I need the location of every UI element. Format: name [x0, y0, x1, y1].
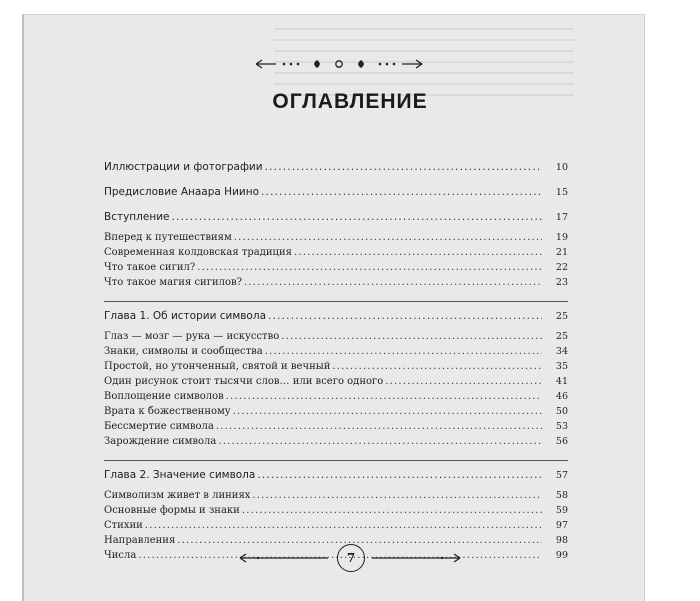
- dot-leader: [218, 434, 542, 449]
- toc-subentry[interactable]: [104, 275, 568, 290]
- toc-page-number: 53: [555, 421, 568, 432]
- toc-subentry[interactable]: [104, 518, 568, 533]
- dot-leader: [197, 260, 542, 275]
- toc-page-number: 25: [555, 331, 568, 342]
- toc-subentry[interactable]: [104, 389, 568, 404]
- toc-entry-label: Один рисунок стоит тысячи слов… или всего одного: [104, 376, 384, 387]
- dot-leader: [265, 344, 542, 359]
- toc-page-number: 25: [555, 311, 568, 322]
- toc-entry-label: Простой, но утонченный, святой и вечный: [104, 361, 331, 372]
- toc-subentry[interactable]: [104, 344, 568, 359]
- toc-entry-label: Иллюстрации и фотографии: [104, 161, 263, 173]
- dot-leader: [172, 210, 543, 225]
- toc-page-number: 58: [555, 490, 568, 501]
- toc-entry-label: Воплощение символов: [104, 391, 224, 402]
- dot-leader: [244, 275, 542, 290]
- dot-leader: [265, 160, 542, 175]
- page-footer: [238, 544, 462, 572]
- toc-subentry[interactable]: [104, 359, 568, 374]
- dot-leader: [257, 468, 542, 483]
- dot-leader: [242, 503, 542, 518]
- toc-entry-label: Числа: [104, 550, 137, 561]
- toc-page-number: 10: [555, 162, 568, 173]
- toc-subentry[interactable]: [104, 404, 568, 419]
- toc-page-number: 56: [555, 436, 568, 447]
- toc-section: [104, 160, 568, 175]
- toc-page-number: 59: [555, 505, 568, 516]
- toc-subentry[interactable]: [104, 260, 568, 275]
- toc-entry-label: Современная колдовская традиция: [104, 247, 292, 258]
- toc-page-number: 57: [555, 470, 568, 481]
- section-divider: [104, 460, 568, 461]
- toc-entry-label: Бессмертие символа: [104, 421, 214, 432]
- toc-entry-label: Врата к божественному: [104, 406, 231, 417]
- dot-leader: [145, 518, 542, 533]
- toc-section: [104, 309, 568, 449]
- toc-page-number: 97: [555, 520, 568, 531]
- toc-entry[interactable]: [104, 309, 568, 324]
- toc-entry-label: Направления: [104, 535, 176, 546]
- section-divider: [104, 301, 568, 302]
- toc-page-number: 22: [555, 262, 568, 273]
- toc-entry-label: Символизм живет в линиях: [104, 490, 251, 501]
- toc-subentry[interactable]: [104, 374, 568, 389]
- toc-page-number: 35: [555, 361, 568, 372]
- toc-subentry[interactable]: [104, 419, 568, 434]
- dot-leader: [234, 230, 542, 245]
- dot-leader: [252, 488, 542, 503]
- toc-entry[interactable]: [104, 210, 568, 225]
- toc-page-number: 15: [555, 187, 568, 198]
- dot-leader: [233, 404, 542, 419]
- toc-entry-label: Что такое магия сигилов?: [104, 277, 242, 288]
- page-title: ОГЛАВЛЕНИЕ: [272, 90, 428, 113]
- toc-subentry[interactable]: [104, 329, 568, 344]
- toc-page-number: 21: [555, 247, 568, 258]
- dot-leader: [226, 389, 542, 404]
- toc-entry-label: Вступление: [104, 211, 170, 223]
- toc-subentry[interactable]: [104, 488, 568, 503]
- toc-subentry[interactable]: [104, 245, 568, 260]
- dot-leader: [332, 359, 542, 374]
- dot-leader: [294, 245, 542, 260]
- toc-entry-label: Зарождение символа: [104, 436, 217, 447]
- toc-entry-label: Знаки, символы и сообщества: [104, 346, 263, 357]
- toc-entry-label: Глава 2. Значение символа: [104, 469, 256, 481]
- dot-leader: [216, 419, 542, 434]
- toc-subentry[interactable]: [104, 503, 568, 518]
- toc-entry-label: Стихии: [104, 520, 143, 531]
- toc-section: [104, 185, 568, 200]
- toc-page-number: 99: [555, 550, 568, 561]
- dot-leader: [261, 185, 542, 200]
- toc-entry-label: Вперед к путешествиям: [104, 232, 232, 243]
- toc-page-number: 34: [555, 346, 568, 357]
- toc-page-number: 50: [555, 406, 568, 417]
- toc-page-number: 17: [555, 212, 568, 223]
- dot-leader: [281, 329, 542, 344]
- toc-page-number: 19: [555, 232, 568, 243]
- toc-entry-label: Глаз — мозг — рука — искусство: [104, 331, 280, 342]
- table-of-contents: [104, 160, 568, 563]
- toc-entry-label: Предисловие Анаара Ниино: [104, 186, 260, 198]
- toc-page-number: 98: [555, 535, 568, 546]
- toc-entry-label: Глава 1. Об истории символа: [104, 310, 267, 322]
- dot-leader: [385, 374, 542, 389]
- toc-entry-label: Основные формы и знаки: [104, 505, 240, 516]
- toc-entry-label: Что такое сигил?: [104, 262, 196, 273]
- toc-entry[interactable]: [104, 160, 568, 175]
- toc-entry[interactable]: [104, 468, 568, 483]
- toc-page-number: 23: [555, 277, 568, 288]
- dot-leader: [268, 309, 542, 324]
- toc-subentry[interactable]: [104, 434, 568, 449]
- section-gap: [104, 175, 568, 185]
- page-number: 7: [337, 544, 365, 572]
- toc-page-number: 41: [555, 376, 568, 387]
- toc-subentry[interactable]: [104, 230, 568, 245]
- toc-page-number: 46: [555, 391, 568, 402]
- section-gap: [104, 200, 568, 210]
- bleed-through-text: [274, 19, 574, 159]
- top-ornament-icon: [254, 56, 424, 72]
- toc-entry[interactable]: [104, 185, 568, 200]
- toc-section: [104, 210, 568, 290]
